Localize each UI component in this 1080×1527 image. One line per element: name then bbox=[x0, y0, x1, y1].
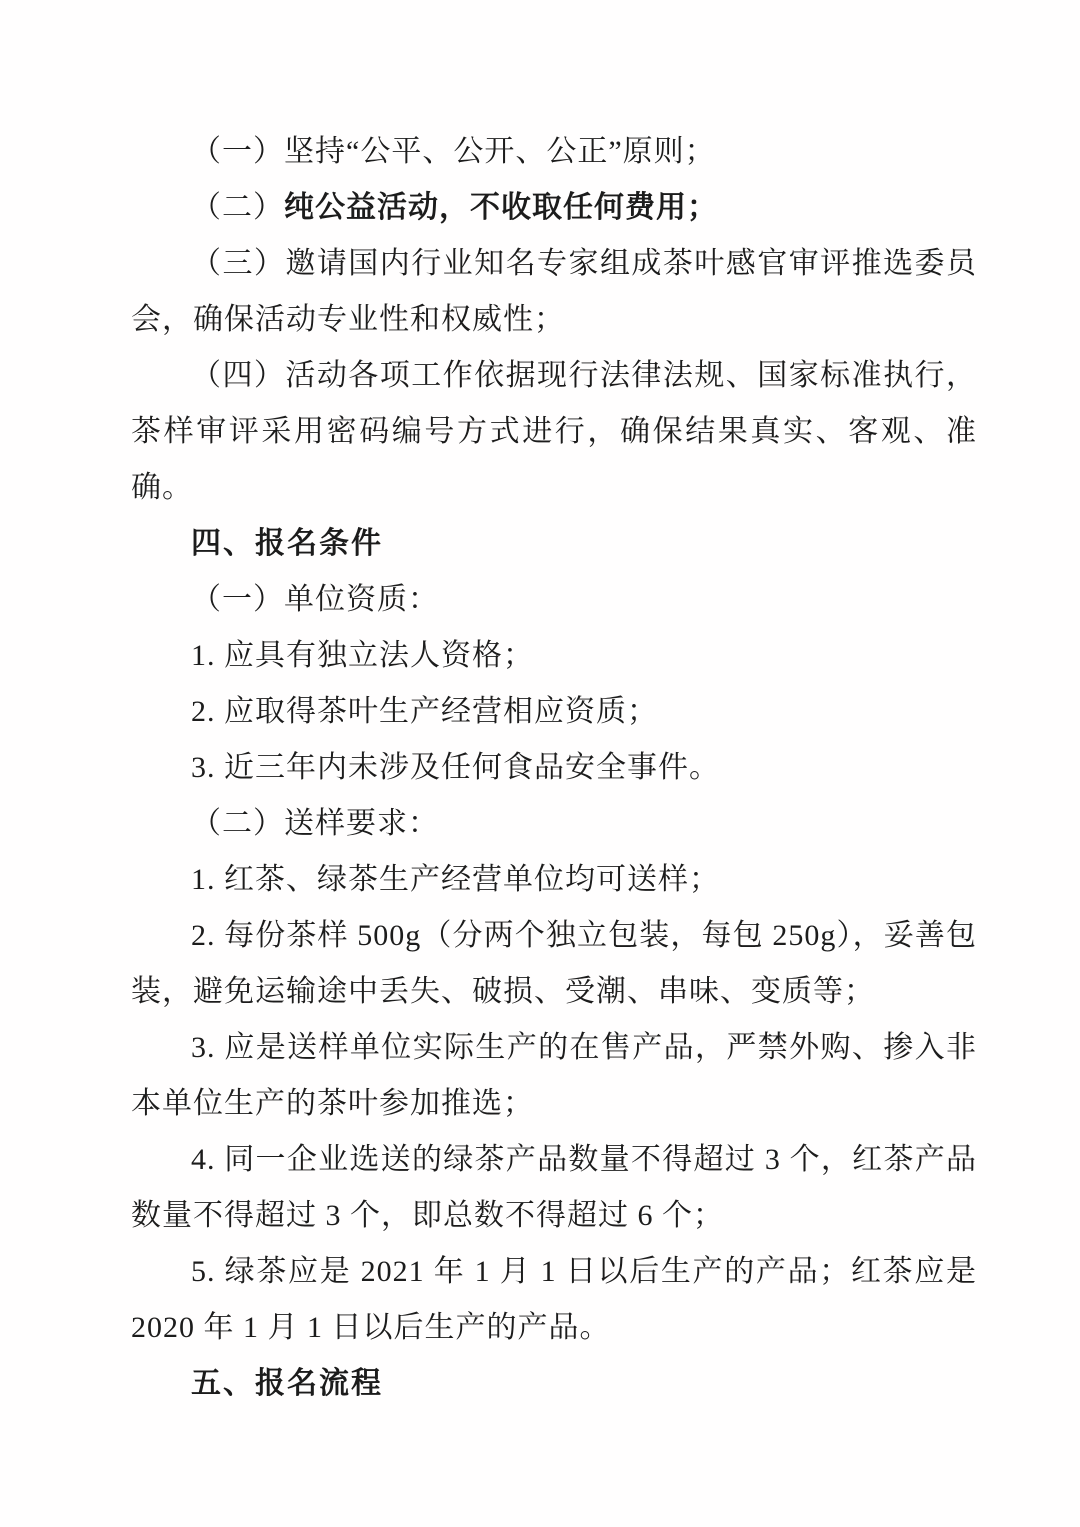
paragraph-public-welfare-emphasis: 纯公益活动，不收取任何费用； bbox=[284, 191, 718, 224]
paragraph-principle: （一）坚持“公平、公开、公正”原则； bbox=[191, 135, 716, 168]
list-item-own-production: 3. 应是送样单位实际生产的在售产品，严禁外购、掺入非本单位生产的茶叶参加推选； bbox=[131, 1031, 977, 1120]
paragraph-unit-qualification-title: （一）单位资质： bbox=[191, 583, 439, 616]
list-item-quantity-limit: 4. 同一企业选送的绿茶产品数量不得超过 3 个，红茶产品数量不得超过 3 个，即总数不得超过 6 个； bbox=[131, 1143, 977, 1232]
list-item-production-date: 5. 绿茶应是 2021 年 1 月 1 日以后生产的产品；红茶应是 2020 年 1 月 1 日以后生产的产品。 bbox=[131, 1255, 977, 1344]
list-item-food-safety: 3. 近三年内未涉及任何食品安全事件。 bbox=[191, 751, 720, 784]
list-item-sample-eligibility: 1. 红茶、绿茶生产经营单位均可送样； bbox=[191, 863, 720, 896]
list-item-sample-packaging: 2. 每份茶样 500g（分两个独立包装，每包 250g），妥善包装，避免运输途中丢失、破损、受潮、串味、变质等； bbox=[131, 919, 977, 1008]
paragraph-legal-compliance: （四）活动各项工作依据现行法律法规、国家标准执行，茶样审评采用密码编号方式进行，确保结果真实、客观、准确。 bbox=[131, 359, 977, 504]
document-body bbox=[131, 124, 977, 1412]
heading-registration-process: 五、报名流程 bbox=[191, 1367, 383, 1400]
list-item-production-qualification: 2. 应取得茶叶生产经营相应资质； bbox=[191, 695, 658, 728]
paragraph-expert-committee: （三）邀请国内行业知名专家组成茶叶感官审评推选委员会，确保活动专业性和权威性； bbox=[131, 247, 977, 336]
list-item-legal-person: 1. 应具有独立法人资格； bbox=[191, 639, 534, 672]
paragraph-public-welfare-prefix: （二） bbox=[191, 191, 284, 224]
heading-registration-conditions: 四、报名条件 bbox=[191, 527, 383, 560]
paragraph-sample-requirements-title: （二）送样要求： bbox=[191, 807, 439, 840]
paragraph-public-welfare bbox=[131, 180, 977, 236]
